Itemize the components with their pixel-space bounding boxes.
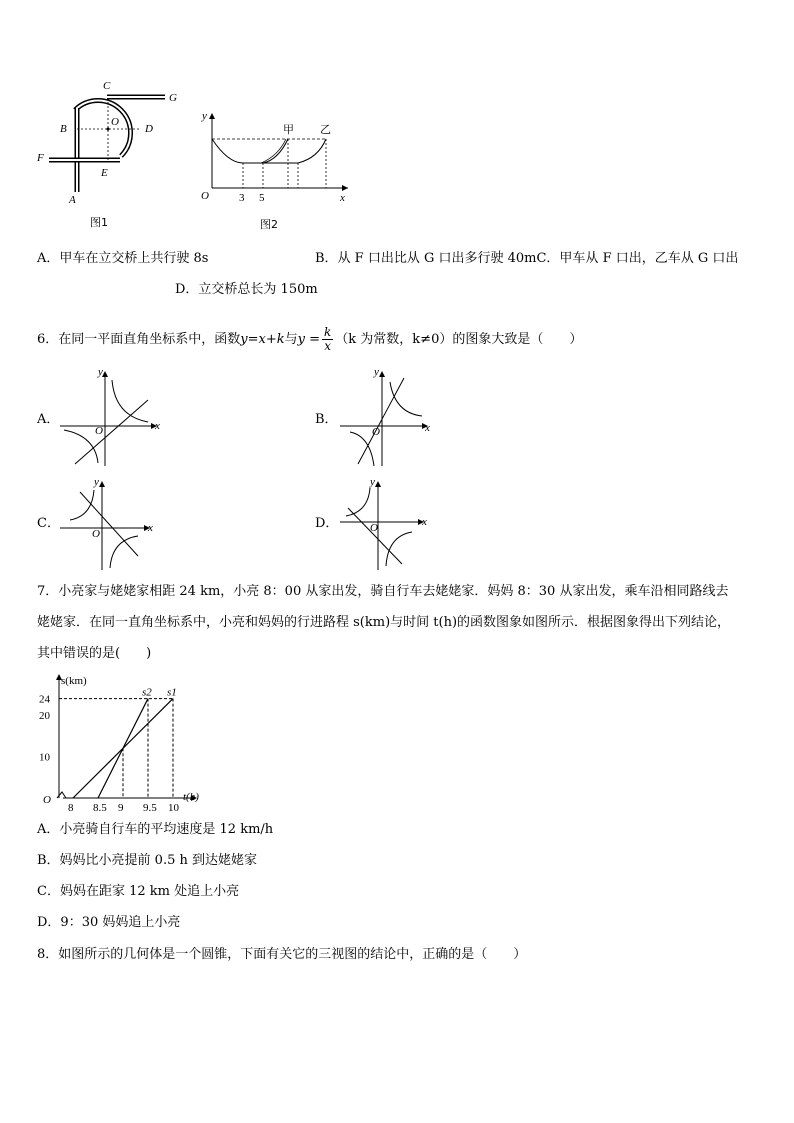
- q6-option-c-label: C．: [37, 516, 60, 531]
- label-E: E: [101, 167, 108, 179]
- q7-option-b: B．妈妈比小亮提前 0.5 h 到达姥姥家: [37, 853, 257, 868]
- label-D: D: [145, 123, 153, 135]
- label-B: B: [60, 123, 67, 135]
- label-A: A: [69, 194, 76, 206]
- x-tick-label: 8.5: [93, 802, 107, 812]
- q6-frac-den: x: [324, 339, 332, 353]
- q7-chart: [35, 672, 205, 812]
- series-label-s2: s2: [142, 686, 152, 699]
- q6b-y: y: [374, 366, 379, 378]
- origin-label: O: [43, 794, 51, 806]
- q6-stem: [37, 326, 582, 353]
- q6d-x: x: [422, 516, 427, 528]
- label-C: C: [103, 80, 111, 92]
- q6-frac-num: k: [324, 325, 332, 339]
- q5-option-d: D．立交桥总长为 150m: [175, 282, 318, 297]
- q6-option-a-label: A．: [37, 412, 60, 427]
- q6a-x: x: [155, 420, 160, 432]
- q5-option-b: B．从 F 口出比从 G 口出多行驶 40mC．甲车从 F 口出，乙车从 G 口出: [315, 251, 739, 266]
- label-O: O: [111, 116, 119, 128]
- q6-graph-a: [60, 368, 165, 468]
- interchange-diagram: [35, 80, 185, 230]
- x-axis-label: t(h): [183, 791, 199, 803]
- q6-option-b-label: B．: [315, 412, 338, 427]
- y-axis-label: s(km): [61, 675, 87, 687]
- q7-line-3: 其中错误的是( ): [37, 646, 152, 661]
- q6-func-2-lhs: y =: [297, 332, 321, 347]
- y-tick-label: 20: [39, 710, 50, 723]
- q6-graph-b: [340, 368, 445, 468]
- q6a-y: y: [98, 366, 103, 378]
- fig2-jia: 甲: [283, 123, 294, 136]
- series-line-s2: [98, 699, 148, 798]
- label-F: F: [37, 152, 44, 164]
- q6d-y: y: [370, 476, 375, 488]
- q6d-o: O: [370, 522, 378, 534]
- q7-option-c: C．妈妈在距家 12 km 处追上小亮: [37, 884, 240, 899]
- fig2-x-label: x: [340, 192, 345, 204]
- x-tick-label: 9: [118, 802, 124, 812]
- q7-option-d: D．9：30 妈妈追上小亮: [37, 915, 181, 930]
- x-tick-label: 8: [68, 802, 74, 812]
- figure-2-caption: 图2: [260, 218, 278, 231]
- fig2-y-label: y: [202, 110, 207, 122]
- q6c-x: x: [148, 522, 153, 534]
- q6-graph-d: [340, 478, 445, 573]
- q5-option-a: A．甲车在立交桥上共行驶 8s: [37, 251, 209, 266]
- q6-graph-c: [60, 478, 165, 573]
- q7-line-1: 7．小亮家与姥姥家相距 24 km，小亮 8：00 从家出发，骑自行车去姥姥家．妈妈 8：30 从家出发，乘车沿相同路线去: [37, 584, 729, 599]
- q6-stem-mid: 与: [284, 332, 298, 347]
- speed-graph: [198, 108, 358, 218]
- fig2-origin: O: [201, 190, 209, 202]
- axis-break-mark: [57, 792, 66, 798]
- fig2-tick-5: 5: [259, 192, 265, 204]
- q6-func-1: y=x+k: [240, 332, 285, 347]
- x-tick-label: 10: [168, 802, 179, 812]
- q8-stem: 8．如图所示的几何体是一个圆锥，下面有关它的三视图的结论中，正确的是（ ）: [37, 947, 527, 962]
- q6c-y: y: [94, 476, 99, 488]
- y-tick-label: 10: [39, 751, 50, 764]
- fig2-tick-3: 3: [239, 192, 245, 204]
- q7-chart-svg: [35, 672, 205, 812]
- figure-1-caption: 图1: [90, 216, 108, 229]
- label-G: G: [169, 92, 177, 104]
- q6-fraction: [322, 326, 333, 353]
- q6c-o: O: [92, 528, 100, 540]
- fig2-yi: 乙: [320, 123, 331, 136]
- q7-line-2: 姥姥家．在同一直角坐标系中，小亮和妈妈的行进路程 s(km)与时间 t(h)的函数图象如图所示．根据图象得出下列结论，: [37, 615, 731, 630]
- x-tick-label: 9.5: [143, 802, 157, 812]
- q6b-x: x: [425, 422, 430, 434]
- figure-1: [35, 80, 185, 230]
- q6-stem-pre: 6．在同一平面直角坐标系中，函数: [37, 332, 241, 347]
- q7-option-a: A．小亮骑自行车的平均速度是 12 km/h: [37, 822, 274, 837]
- series-label-s1: s1: [167, 686, 177, 699]
- q6b-o: O: [372, 426, 380, 438]
- figure-2: [198, 108, 358, 233]
- q6-option-d-label: D．: [315, 516, 339, 531]
- q6-stem-post: （k 为常数，k≠0）的图象大致是（ ）: [335, 332, 583, 347]
- y-tick-label: 24: [39, 693, 50, 706]
- q6a-o: O: [95, 425, 103, 437]
